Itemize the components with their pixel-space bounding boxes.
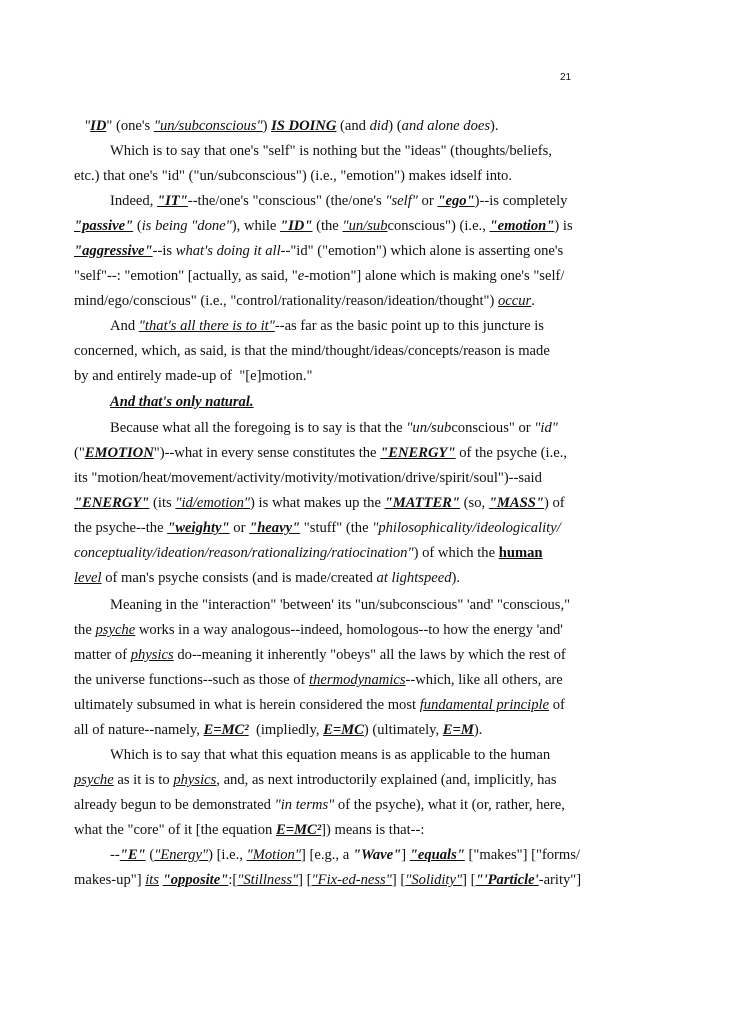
text-run: "Motion" — [246, 847, 301, 863]
text-run: concerned, which, as said, is that the mind/thought/ideas/concepts/reason is made — [74, 343, 550, 359]
text-run: -- — [110, 847, 120, 863]
text-run: . — [531, 293, 535, 309]
text-run: (the — [312, 218, 343, 234]
text-run: conscious") (i.e., — [387, 218, 490, 234]
text-run: ) [i.e., — [208, 847, 247, 863]
text-line — [74, 645, 574, 665]
text-run: ")--what in every sense constitutes the — [153, 445, 381, 461]
text-run: "heavy" — [249, 520, 301, 536]
text-run: Because what all the foregoing is to say is that the — [110, 420, 407, 436]
text-run: the universe functions--such as those of — [74, 672, 310, 688]
text-run: "ENERGY" — [74, 495, 150, 511]
text-run: works in a way analogous--indeed, homologous--to how the energy 'and' — [135, 622, 563, 638]
text-run: what the "core" of it [the equation — [74, 822, 276, 838]
text-run: "self"--: "emotion" [actually, as said, " — [74, 268, 298, 284]
text-run: "MATTER" — [384, 495, 461, 511]
text-run: --which, like all others, are — [405, 672, 563, 688]
text-run: E=MC² — [275, 822, 322, 838]
text-run: ] [e.g., a — [300, 847, 353, 863]
text-run: Indeed, — [110, 193, 158, 209]
text-run: "ego" — [437, 193, 475, 209]
text-line — [74, 568, 574, 588]
text-run: ( — [145, 847, 155, 863]
text-run: "aggressive" — [74, 243, 153, 259]
text-run: "in terms" — [274, 797, 335, 813]
text-run: "philosophicality/ideologicality/ — [372, 520, 561, 536]
text-run: thermodynamics — [309, 672, 406, 688]
text-line — [74, 820, 574, 840]
text-run: of man's psyche consists (and is made/created — [101, 570, 377, 586]
text-run: e — [297, 268, 305, 284]
text-run: " (one's — [106, 118, 154, 134]
text-run: (so, — [460, 495, 489, 511]
text-run: ] [ — [462, 872, 476, 888]
text-run: ) of — [543, 495, 565, 511]
text-run: -arity"] — [538, 872, 582, 888]
text-run: And that's only natural. — [110, 394, 254, 410]
text-run: conceptuality/ideation/reason/rationalizing/ratiocination" — [74, 545, 414, 561]
text-run: at lightspeed — [376, 570, 452, 586]
text-run: "Energy" — [154, 847, 209, 863]
text-run: ) — [262, 118, 272, 134]
text-line — [74, 770, 574, 790]
text-line — [74, 241, 574, 261]
text-run: "id" — [534, 420, 558, 436]
text-run: "IT" — [157, 193, 188, 209]
text-run: "Solidity" — [405, 872, 463, 888]
text-line — [74, 291, 574, 311]
text-run: psyche — [95, 622, 136, 638]
text-run: ). — [451, 570, 461, 586]
text-run: (impliedly, — [248, 722, 324, 738]
text-run: :[ — [228, 872, 238, 888]
text-run: and alone does — [401, 118, 491, 134]
text-run: ]) means is that--: — [321, 822, 425, 838]
text-run: "ID" — [280, 218, 313, 234]
text-run: all of nature--namely, — [74, 722, 204, 738]
text-run: level — [74, 570, 102, 586]
text-run: ) of which the — [413, 545, 499, 561]
text-run: matter of — [74, 647, 131, 663]
text-run: "un/sub — [342, 218, 388, 234]
text-run: (its — [149, 495, 176, 511]
text-line — [74, 341, 574, 361]
text-run: Which is to say that what this equation means is as applicable to the human — [110, 747, 551, 763]
text-run: "equals" — [409, 847, 465, 863]
text-line — [110, 191, 574, 211]
page-number: 21 — [560, 72, 572, 83]
text-run: its — [145, 872, 159, 888]
text-run: "that's all there is to it" — [138, 318, 275, 334]
text-run: ultimately subsumed in what is herein considered the most — [74, 697, 420, 713]
text-run: occur — [497, 293, 532, 309]
text-line — [110, 418, 574, 438]
text-line — [74, 870, 582, 890]
text-run: ), while — [231, 218, 280, 234]
text-run: as it is to — [113, 772, 174, 788]
text-run: mind/ego/conscious" (i.e., "control/rationality/reason/ideation/thought") — [74, 293, 498, 309]
text-line — [74, 443, 574, 463]
text-line — [74, 468, 574, 488]
text-run: And — [110, 318, 139, 334]
text-run: "MASS" — [488, 495, 544, 511]
text-run: of the psyche (i.e., — [455, 445, 568, 461]
text-run: Meaning in the "interaction" 'between' its "un/subconscious" 'and' "conscious," — [110, 597, 571, 613]
text-run: ). — [473, 722, 483, 738]
text-line — [84, 116, 548, 136]
text-run: Which is to say that one's "self" is nothing but the "ideas" (thoughts/beliefs, — [110, 143, 552, 159]
text-run: "Wave" — [352, 847, 402, 863]
text-line — [74, 166, 574, 186]
text-run: the psyche--the — [74, 520, 168, 536]
text-run: ID — [90, 118, 107, 134]
text-run: "weighty" — [167, 520, 230, 536]
text-run: is being "done" — [141, 218, 232, 234]
text-run: did — [369, 118, 389, 134]
text-run: )--is completely — [474, 193, 568, 209]
text-run: --"id" ("emotion") which alone is asserting one's — [280, 243, 564, 259]
text-run: --is — [152, 243, 176, 259]
text-run: IS DOING — [271, 118, 337, 134]
text-run: "stuff" (the — [300, 520, 373, 536]
text-run: the — [74, 622, 96, 638]
text-line — [110, 141, 574, 161]
text-run: "un/sub — [406, 420, 452, 436]
text-line — [110, 745, 574, 765]
text-run: E=M — [442, 722, 474, 738]
text-run: ] — [401, 847, 410, 863]
text-run: conscious" or — [451, 420, 535, 436]
text-run: "id/emotion" — [175, 495, 251, 511]
text-line — [74, 620, 574, 640]
text-run: ) is — [554, 218, 573, 234]
text-run: "emotion" — [489, 218, 555, 234]
text-run: E=MC² — [203, 722, 249, 738]
text-run: EMOTION — [84, 445, 154, 461]
text-run: "opposite" — [162, 872, 229, 888]
text-run: --as far as the basic point up to this juncture is — [274, 318, 544, 334]
text-run: "self" — [385, 193, 418, 209]
text-run: -motion"] alone which is making one's "self/ — [304, 268, 565, 284]
text-run: "E" — [119, 847, 146, 863]
text-line — [74, 493, 574, 513]
text-line — [110, 316, 574, 336]
text-run: makes-up"] — [74, 872, 146, 888]
text-run: do--meaning it inherently "obeys" all the laws by which the rest of — [173, 647, 566, 663]
text-line — [74, 366, 574, 386]
text-run: ["makes"] ["forms/ — [464, 847, 581, 863]
text-run: "un/subconscious" — [153, 118, 263, 134]
text-line — [110, 845, 581, 865]
text-run: or — [229, 520, 250, 536]
text-run: by and entirely made-up of "[e]motion." — [74, 368, 313, 384]
text-run: ) (ultimately, — [363, 722, 443, 738]
text-run: "'Particle' — [475, 872, 539, 888]
text-run: ) is what makes up the — [250, 495, 385, 511]
text-run: of — [549, 697, 565, 713]
text-line — [110, 392, 574, 412]
text-run: or — [417, 193, 438, 209]
text-run: psyche — [74, 772, 114, 788]
text-run: ). — [490, 118, 499, 134]
text-run: ] [ — [391, 872, 406, 888]
text-run: physics — [173, 772, 217, 788]
text-line — [74, 518, 574, 538]
text-run: ( — [133, 218, 142, 234]
text-line — [74, 266, 574, 286]
text-line — [74, 695, 574, 715]
text-run: ) ( — [388, 118, 402, 134]
text-line — [74, 720, 574, 740]
text-line — [74, 795, 574, 815]
text-run: ] [ — [298, 872, 312, 888]
text-run: E=MC — [323, 722, 364, 738]
text-run: what's doing it all — [175, 243, 281, 259]
text-run: physics — [130, 647, 174, 663]
text-run: "passive" — [74, 218, 134, 234]
text-line — [74, 216, 574, 236]
text-line — [110, 595, 574, 615]
text-run: fundamental principle — [419, 697, 550, 713]
text-run: human — [498, 545, 543, 561]
text-run: "ENERGY" — [380, 445, 456, 461]
text-line — [74, 543, 574, 563]
text-run: (and — [336, 118, 370, 134]
text-line — [74, 670, 574, 690]
text-run: (" — [74, 445, 85, 461]
text-run: , and, as next introductorily explained (and, implicitly, has — [216, 772, 557, 788]
text-run: " — [84, 118, 91, 134]
text-run: already begun to be demonstrated — [74, 797, 275, 813]
text-run: of the psyche), what it (or, rather, here, — [334, 797, 565, 813]
text-run: its "motion/heat/movement/activity/motivity/motivation/drive/spirit/soul")--said — [74, 470, 542, 486]
text-run: "Fix-ed-ness" — [311, 872, 392, 888]
text-run: "Stillness" — [237, 872, 299, 888]
text-run: --the/one's "conscious" (the/one's — [187, 193, 386, 209]
text-run: etc.) that one's "id" ("un/subconscious") (i.e., "emotion") makes idself into. — [74, 168, 512, 184]
